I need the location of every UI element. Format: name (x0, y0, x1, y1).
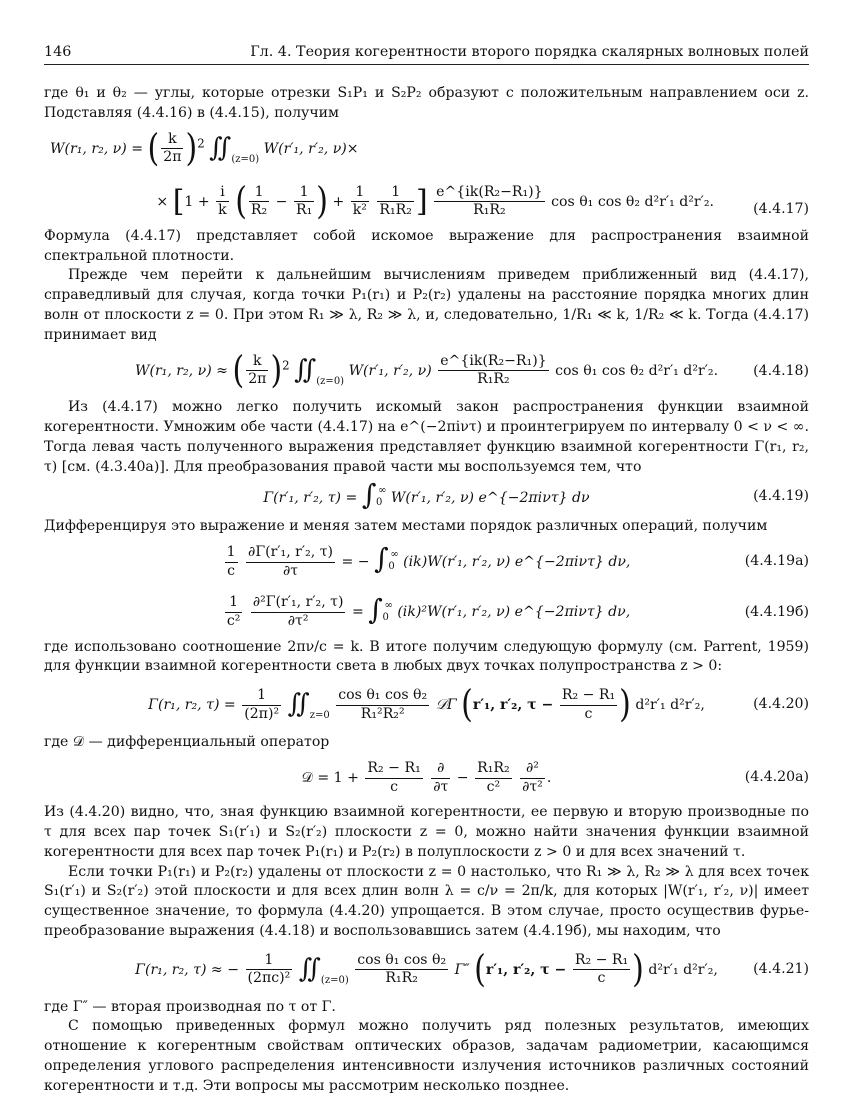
equation-number: (4.4.20) (753, 696, 809, 713)
page-header (44, 44, 809, 65)
equation-number: (4.4.19б) (744, 603, 809, 620)
equation-4-4-17-line1: W(r₁, r₂, ν) = ( $\frac{k}{2\pi}$ )$^2$ $∬_{(z=0)}$ W(r′₁, r′₂, ν)× (50, 126, 359, 170)
paragraph: Дифференцируя это выражение и меняя затем местами порядок различных операций, получим (44, 518, 768, 535)
equation-4-4-19: Γ(r′₁, r′₂, τ) = ∫ ∞ 0 W(r′₁, r′₂, ν) e^{−2πiντ} dν (4.4.19) (263, 477, 809, 511)
running-head: Гл. 4. Теория когерентности второго порядка скалярных волновых полей (250, 44, 809, 60)
equation-4-4-17-line2: × [1 + $\frac{i}{k}$ ( $\frac{1}{\text{R₂}}$ − $\frac{1}{\text{R₁}}$ ) + $\frac{1}{\text{k²}}$ $\frac{1}{\text{R₁R₂}}$ ] $\frac{\text{e\textasciicircum{}\{ik(R₂−R₁)\}}}{\text{R₁R₂}}$ cos θ₁ cos θ₂ d²r′₁ d²r′₂. (4.4.17) (156, 179, 809, 223)
equation-number: (4.4.19) (753, 488, 809, 505)
equation-4-4-20: Γ(r₁, r₂, τ) = $\frac{1}{\text{(2π)²}}$ $∬_{z=0}$ $\frac{\text{cos θ₁ cos θ₂}}{\text{R₁²R₂²}}$ 𝒟Γ (r′₁, r′₂, τ − $\frac{\text{R₂ − R₁}}{c}$ ) d²r′₁ d²r′₂, (4.4.20) (148, 682, 809, 727)
paragraph: С помощью приведенных формул можно получить ряд полезных результатов, имеющих отношение к когерентным свойствам оптических образов, задачам радиометрии, касающимся определения углового распределения интенсивности излучения источников различных состояний когерентности и т.д. Эти вопросы мы рассмотрим несколько позднее. (44, 1018, 809, 1094)
page-body (44, 84, 809, 1097)
paragraph: где 𝒟 — дифференциальный оператор (44, 734, 330, 751)
paragraph: Из (4.4.20) видно, что, зная функцию взаимной когерентности, ее первую и вторую производные по τ для всех пар точек S₁(r′₁) и S₂(r′₂) плоскости z = 0, можно найти значения функции взаимной когерентности для всех пар точек P₁(r₁) и P₂(r₂) в полуплоскости z > 0 и для всех значений τ. (44, 804, 809, 860)
equation-number: (4.4.18) (753, 363, 809, 380)
paragraph: Формула (4.4.17) представляет собой искомое выражение для распространения взаимной спектральной плотности. (44, 227, 809, 264)
equation-4-4-19a: $\frac{1}{c}$ $\frac{\text{∂Γ(r′₁, r′₂, τ)}}{\partial\tau}$ = − ∫ ∞ 0 (ik)W(r′₁, r′₂, ν) e^{−2πiντ} dν, (4.4.19а) (226, 542, 809, 579)
paragraph: Из (4.4.17) можно легко получить искомый закон распространения функции взаимной когерентности. Умножим обе части (4.4.17) на e^(−2πiντ) и проинтегрируем по интервалу 0 < ν < ∞. Тогда левая часть полученного выражения представляет функцию взаимной когерентности Γ(r₁, r₂, τ) [см. (4.3.40а)]. Для преобразования правой части мы воспользуемся тем, что (44, 399, 809, 475)
equation-4-4-20a: 𝒟 = 1 + $\frac{\text{R₂ − R₁}}{c}$ $\frac{\partial}{\partial\tau}$ − $\frac{\text{R₁R₂}}{\text{c²}}$ $\frac{\text{∂²}}{\text{∂τ²}}$ . (4.4.20а) (301, 759, 809, 795)
equation-4-4-21: Γ(r₁, r₂, τ) ≈ − $\frac{1}{\text{(2πc)²}}$ $∬_{(z=0)}$ $\frac{\text{cos θ₁ cos θ₂}}{\text{R₁R₂}}$ Γ″ (r′₁, r′₂, τ − $\frac{\text{R₂ − R₁}}{c}$ ) d²r′₁ d²r′₂, (4.4.21) (135, 947, 809, 992)
equation-number: (4.4.19а) (744, 553, 809, 570)
equation-4-4-18: W(r₁, r₂, ν) ≈ ( $\frac{k}{2\pi}$ )$^2$ $∬_{(z=0)}$ W(r′₁, r′₂, ν) $\frac{\text{e\textasciicircum{}\{ik(R₂−R₁)\}}}{\text{R₁R₂}}$ cos θ₁ cos θ₂ d²r′₁ d²r′₂. (4.4.18) (134, 348, 809, 392)
equation-4-4-19b: $\frac{1}{\text{c²}}$ $\frac{\text{∂²Γ(r′₁, r′₂, τ)}}{\text{∂τ²}}$ = ∫ ∞ 0 (ik)²W(r′₁, r′₂, ν) e^{−2πiντ} dν, (4.4.19б) (226, 592, 809, 630)
equation-number: (4.4.17) (753, 200, 809, 217)
paragraph: где использовано соотношение 2πν/c = k. В итоге получим следующую формулу (см. Parrent, 1959) для функции взаимной когерентности света в любых двух точках полупространства z > 0: (44, 638, 809, 675)
equation-number: (4.4.20а) (744, 769, 809, 786)
paragraph: где Γ″ — вторая производная по τ от Γ. (44, 998, 336, 1015)
equation-number: (4.4.21) (753, 960, 809, 977)
paragraph: Прежде чем перейти к дальнейшим вычислениям приведем приближенный вид (4.4.17), справедливый для случая, когда точки P₁(r₁) и P₂(r₂) удалены на расстояние порядка многих длин волн от плоскости z = 0. При этом R₁ ≫ λ, R₂ ≫ λ, и, следовательно, 1/R₁ ≪ k, 1/R₂ ≪ k. Тогда (4.4.17) принимает вид (44, 267, 809, 343)
page-number: 146 (44, 44, 72, 60)
paragraph: где θ₁ и θ₂ — углы, которые отрезки S₁P₁ и S₂P₂ образуют с положительным направлением оси z. Подставляя (4.4.16) в (4.4.15), получим (44, 85, 809, 121)
paragraph: Если точки P₁(r₁) и P₂(r₂) удалены от плоскости z = 0 настолько, что R₁ ≫ λ, R₂ ≫ λ для всех точек S₁(r′₁) и S₂(r′₂) этой плоскости и для всех длин волн λ = c/ν = 2π/k, для которых |W(r′₁, r′₂, ν)| имеет существенное значение, то формула (4.4.20) упрощается. В этом случае, просто осуществив фурье-преобразование выражения (4.4.18) и воспользовавшись затем (4.4.19б), мы находим, что (44, 863, 810, 939)
